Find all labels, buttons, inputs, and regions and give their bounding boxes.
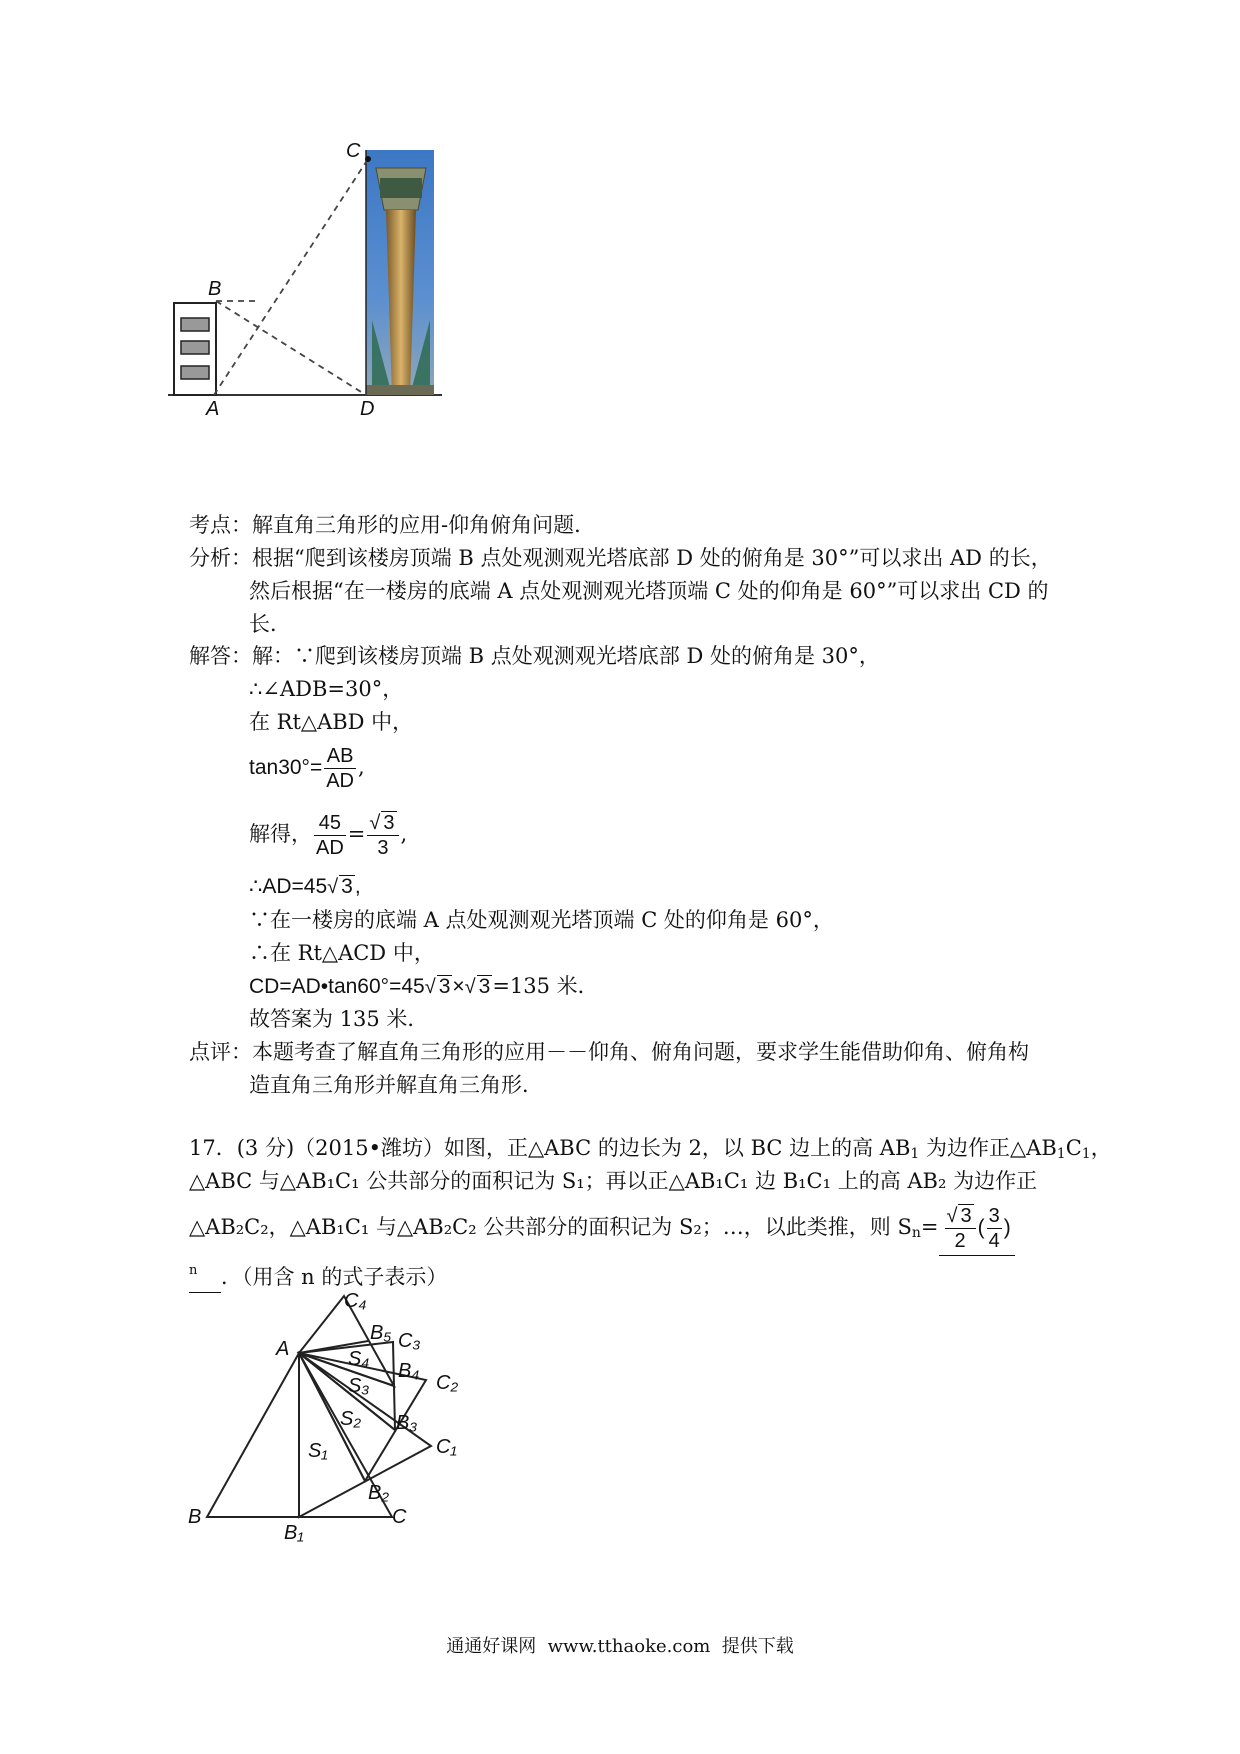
p17-line1-c: C xyxy=(1065,1136,1082,1160)
ans-den1: 2 xyxy=(954,1230,966,1252)
tan-fraction xyxy=(324,744,356,793)
tan-suffix: , xyxy=(358,755,365,779)
line-AC xyxy=(214,159,368,395)
jiede-eq: = xyxy=(347,822,366,846)
p17-line1 xyxy=(189,1133,1112,1169)
point-C xyxy=(365,156,371,162)
label-B5: B₅ xyxy=(370,1322,392,1344)
label-S4: S₄ xyxy=(348,1348,370,1370)
jiede-den: AD xyxy=(316,837,344,859)
figure-triangles xyxy=(180,1290,480,1550)
ans-exp: n xyxy=(189,1263,198,1278)
answer-blank-cont xyxy=(189,1262,221,1293)
p17-line4-text: ．（用含 n 的式子表示） xyxy=(221,1265,448,1289)
jieda-line10: 故答案为 135 米． xyxy=(249,1007,429,1031)
jiede-rhs-den: 3 xyxy=(377,837,389,859)
jiede-suffix: , xyxy=(400,822,408,846)
figure-building-tower xyxy=(160,140,480,470)
ans-rad: 3 xyxy=(960,1205,972,1227)
jieda-line8: ∴在 Rt△ACD 中， xyxy=(249,941,435,965)
line-BD xyxy=(216,301,366,395)
footer-text: 通通好课网 www.tthaoke.com 提供下载 xyxy=(446,1636,794,1657)
fenxi-line1 xyxy=(189,543,1052,573)
p17-line1-end: ， xyxy=(1090,1136,1112,1160)
label-B2: B xyxy=(188,1506,202,1528)
label-C4: C₄ xyxy=(344,1290,367,1312)
label-B4: B₄ xyxy=(398,1360,420,1382)
label-C: C xyxy=(346,140,361,162)
cd-times: × xyxy=(452,975,465,998)
ad-rad: 3 xyxy=(341,875,353,898)
label-B2-sub: B₂ xyxy=(368,1482,389,1504)
window xyxy=(181,366,209,379)
p17-line1-mid: 为边作正△AB xyxy=(919,1136,1057,1160)
jieda-line1 xyxy=(189,641,880,671)
fenxi-line3: 长． xyxy=(249,612,291,636)
window xyxy=(181,341,209,354)
label-B3: B₃ xyxy=(396,1412,418,1434)
p17-sub1: 1 xyxy=(910,1146,920,1162)
jiede-rhs-rad: 3 xyxy=(383,812,395,834)
p17-line3 xyxy=(189,1200,1015,1260)
label-S1: S₁ xyxy=(308,1440,328,1462)
p17-line1-text: 17．(3 分)（2015•潍坊）如图，正△ABC 的边长为 2，以 BC 边上的高 AB xyxy=(189,1136,911,1160)
jieda-label: 解答： xyxy=(189,644,252,668)
jieda-line3: 在 Rt△ABD 中， xyxy=(249,710,414,734)
dianping-line1 xyxy=(189,1037,1029,1067)
cd-line: CD=AD•tan60°=45√ 3×√ 3=135 米． xyxy=(249,974,599,998)
fenxi-line2: 然后根据“在一楼房的底端 A 点处观测观光塔顶端 C 处的仰角是 60°”可以求出 CD 的 xyxy=(249,579,1049,603)
kaodian-line xyxy=(189,510,595,540)
label-S2: S₂ xyxy=(340,1408,361,1430)
dianping-line2: 造直角三角形并解直角三角形． xyxy=(249,1073,543,1097)
label-A: A xyxy=(206,398,220,420)
p17-line4 xyxy=(189,1262,447,1293)
label-B1: B₁ xyxy=(284,1522,304,1544)
fenxi-label: 分析： xyxy=(189,546,252,570)
cd-prefix: CD=AD•tan60°=45 xyxy=(249,975,425,998)
ad-prefix: ∴AD=45 xyxy=(249,875,328,898)
jiede-num: 45 xyxy=(314,811,346,836)
tan-line xyxy=(249,740,365,795)
jieda-line7: ∵在一楼房的底端 A 点处观测观光塔顶端 C 处的仰角是 60°， xyxy=(249,908,834,932)
p17-sub2: 1 xyxy=(1056,1146,1066,1162)
ad-suffix: , xyxy=(354,875,361,898)
answer-blank xyxy=(939,1200,1015,1256)
label-D: D xyxy=(360,398,375,420)
cd-rad2: 3 xyxy=(478,975,491,998)
p17-sub3: 1 xyxy=(1081,1146,1091,1162)
dianping-text1: 本题考查了解直角三角形的应用－－仰角、俯角问题，要求学生能借助仰角、俯角构 xyxy=(252,1040,1029,1064)
cd-rad1: 3 xyxy=(438,975,451,998)
label-S3: S₃ xyxy=(348,1375,370,1397)
p17-line3-eq: = xyxy=(920,1215,939,1239)
tan-den: AD xyxy=(326,770,355,792)
tan-prefix: tan30°= xyxy=(249,756,323,779)
label-B: B xyxy=(208,278,222,300)
jieda-text1: 解：∵爬到该楼房顶端 B 点处观测观光塔底部 D 处的俯角是 30°， xyxy=(252,644,880,668)
ad-line: ∴AD=45√ 3, xyxy=(249,875,361,898)
ans-lparen: ( xyxy=(977,1216,985,1239)
ans-num2: 3 xyxy=(988,1205,1000,1227)
label-C2: C xyxy=(392,1506,407,1528)
jieda-line2: ∴∠ADB=30°， xyxy=(249,677,404,701)
jiede-fraction-left xyxy=(314,811,346,860)
jiede-fraction-right: $\frac{√ 3}{3}$ xyxy=(367,811,398,860)
p17-line3-text: △AB₂C₂，△AB₁C₁ 与△AB₂C₂ 公共部分的面积记为 S₂；…，以此类推，则 S xyxy=(189,1215,912,1239)
kaodian-text: 解直角三角形的应用-仰角俯角问题． xyxy=(252,513,596,537)
ans-den2: 4 xyxy=(988,1230,1000,1252)
p17-line3-sub: n xyxy=(911,1225,921,1241)
jiede-line xyxy=(249,807,407,861)
ans-rparen: ) xyxy=(1003,1216,1011,1239)
figure-triangles-svg xyxy=(180,1290,480,1550)
window xyxy=(181,318,209,331)
cd-suffix: =135 米． xyxy=(492,974,599,998)
dianping-label: 点评： xyxy=(189,1040,252,1064)
kaodian-label: 考点： xyxy=(189,513,252,537)
p17-line2: △ABC 与△AB₁C₁ 公共部分的面积记为 S₁；再以正△AB₁C₁ 边 B₁C₁ 上的高 AB₂ 为边作正 xyxy=(189,1169,1038,1193)
label-C1: C₁ xyxy=(436,1436,457,1458)
jiede-prefix: 解得， xyxy=(249,822,312,846)
label-C2-sub: C₂ xyxy=(436,1372,459,1394)
label-C3: C₃ xyxy=(398,1330,421,1352)
fenxi-text1: 根据“爬到该楼房顶端 B 点处观测观光塔底部 D 处的俯角是 30°”可以求出 AD 的长， xyxy=(252,546,1052,570)
answer-frac1: $\frac{√ 3}{2}$ xyxy=(945,1204,976,1253)
tan-num: AB xyxy=(324,744,356,769)
label-A2: A xyxy=(276,1338,290,1360)
answer-frac2 xyxy=(987,1204,1002,1253)
